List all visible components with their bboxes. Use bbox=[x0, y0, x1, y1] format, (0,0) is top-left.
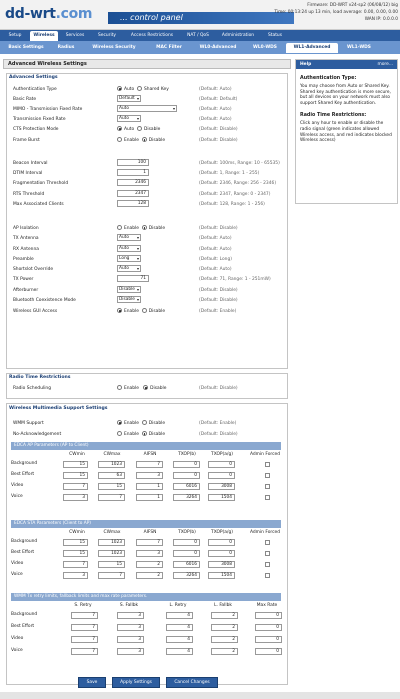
tab-mac-filter[interactable]: MAC Filter bbox=[156, 45, 182, 50]
header bbox=[0, 0, 400, 30]
radio-scheduling-control bbox=[117, 384, 166, 393]
preamble-select[interactable]: Long ▾ bbox=[117, 255, 141, 262]
control-panel-banner: ... control panel bbox=[108, 12, 294, 24]
edca-ap-best-effort-aifsn-input[interactable]: 3 bbox=[136, 472, 163, 479]
tx-retry-table-title: WMM Tx retry limits, fallback limits and max rate parameters. bbox=[11, 593, 281, 601]
tx-voice-l-fallbk-input[interactable]: 2 bbox=[211, 648, 238, 655]
cancel-changes-button[interactable]: Cancel Changes bbox=[166, 677, 218, 688]
edca-sta-voice-cwmax-input[interactable]: 7 bbox=[98, 572, 125, 579]
bluetooth-coexistence-mode-control bbox=[117, 296, 141, 305]
edca-sta-col-header: TXOP(a/g) bbox=[211, 530, 233, 535]
dtim-interval-label: DTIM Interval bbox=[13, 171, 43, 176]
edca-ap-video-cwmax-input[interactable]: 15 bbox=[98, 483, 125, 490]
edca-sta-row-label: Best Effort bbox=[11, 550, 35, 555]
radio-scheduling-default: (Default: Disable) bbox=[199, 386, 238, 391]
authentication-type-control bbox=[117, 85, 169, 94]
edca-ap-voice-txop-b-input[interactable]: 3264 bbox=[173, 494, 200, 501]
frame-burst-default: (Default: Disable) bbox=[199, 138, 238, 143]
fragmentation-threshold-control bbox=[117, 179, 149, 188]
edca-sta-col-header: AIFSN bbox=[143, 530, 157, 535]
tx-video-s-retry-input[interactable]: 7 bbox=[71, 636, 98, 643]
radio-scheduling-label: Radio Scheduling bbox=[13, 386, 51, 391]
edca-ap-best-effort-admin-forced-checkbox[interactable] bbox=[265, 473, 270, 478]
tx-background-l-retry-input[interactable]: 4 bbox=[166, 612, 193, 619]
ap-isolation-disable-radio[interactable] bbox=[142, 225, 147, 230]
tx-retry-col-header: S. Retry bbox=[74, 603, 92, 608]
save-button[interactable]: Save bbox=[78, 677, 106, 688]
edca-sta-row-label: Voice bbox=[11, 572, 23, 577]
tx-video-s-fallbk-input[interactable]: 3 bbox=[117, 636, 144, 643]
basic-rate-label: Basic Rate bbox=[13, 97, 37, 102]
rts-threshold-control bbox=[117, 190, 149, 199]
bluetooth-coexistence-mode-default: (Default: Disable) bbox=[199, 298, 238, 303]
authentication-type-auto-radio[interactable] bbox=[117, 86, 122, 91]
beacon-interval-row bbox=[13, 159, 283, 168]
wmm-support-option-label: Disable bbox=[148, 421, 166, 426]
edca-ap-voice-admin-forced-checkbox[interactable] bbox=[265, 495, 270, 500]
no-acknowledgement-enable-radio[interactable] bbox=[117, 431, 122, 436]
wmm-support-enable-radio[interactable] bbox=[117, 420, 122, 425]
edca-ap-best-effort-cwmin-input[interactable]: 15 bbox=[63, 472, 88, 479]
tab-status[interactable]: Status bbox=[268, 33, 282, 38]
tx-retry-col-header: Max Rate bbox=[256, 603, 278, 608]
tx-voice-s-fallbk-input[interactable]: 3 bbox=[117, 648, 144, 655]
radio-time-heading: Radio Time Restrictions bbox=[9, 375, 71, 380]
edca-sta-voice-txop-a-g-input[interactable]: 1504 bbox=[208, 572, 235, 579]
edca-ap-background-aifsn-input[interactable]: 7 bbox=[136, 461, 163, 468]
shortslot-override-default: (Default: Auto) bbox=[199, 267, 232, 272]
shortslot-override-select[interactable]: Auto ▾ bbox=[117, 265, 141, 272]
tx-retry-row-label: Best Effort bbox=[11, 624, 35, 629]
edca-sta-background-txop-b-input[interactable]: 0 bbox=[173, 539, 200, 546]
edca-sta-background-aifsn-input[interactable]: 7 bbox=[136, 539, 163, 546]
edca-sta-row-label: Video bbox=[11, 561, 24, 566]
afterburner-default: (Default: Disable) bbox=[199, 288, 238, 293]
max-associated-clients-row bbox=[13, 200, 283, 209]
basic-rate-row bbox=[13, 95, 283, 104]
edca-ap-background-txop-b-input[interactable]: 0 bbox=[173, 461, 200, 468]
basic-rate-select[interactable]: Default ▾ bbox=[117, 95, 141, 102]
edca-ap-voice-aifsn-input[interactable]: 1 bbox=[136, 494, 163, 501]
ap-isolation-enable-radio[interactable] bbox=[117, 225, 122, 230]
authentication-type-default: (Default: Auto) bbox=[199, 87, 232, 92]
rx-antenna-row bbox=[13, 245, 283, 254]
bluetooth-coexistence-mode-row bbox=[13, 296, 283, 305]
authentication-type-label: Authentication Type bbox=[13, 87, 57, 92]
afterburner-row bbox=[13, 286, 283, 295]
footer-bar bbox=[0, 692, 400, 699]
edca-sta-video-aifsn-input[interactable]: 2 bbox=[136, 561, 163, 568]
edca-sta-voice-cwmin-input[interactable]: 3 bbox=[63, 572, 88, 579]
edca-sta-best-effort-aifsn-input[interactable]: 3 bbox=[136, 550, 163, 557]
cts-protection-mode-control bbox=[117, 125, 160, 134]
beacon-interval-input[interactable]: 100 bbox=[117, 159, 149, 166]
tab-wl1-wds[interactable]: WL1-WDS bbox=[347, 45, 371, 50]
authentication-type-row bbox=[13, 85, 283, 94]
wmm-support-control bbox=[117, 419, 165, 428]
cts-protection-mode-option-label: Disable bbox=[144, 127, 161, 132]
edca-ap-video-txop-b-input[interactable]: 6016 bbox=[173, 483, 200, 490]
afterburner-label: Afterburner bbox=[13, 288, 39, 293]
tx-power-label: TX Power bbox=[13, 277, 34, 282]
radio-option-label: Disable bbox=[150, 386, 167, 391]
tx-retry-col-header: S. Fallbk bbox=[119, 603, 139, 608]
edca-sta-best-effort-txop-b-input[interactable]: 0 bbox=[173, 550, 200, 557]
apply-settings-button[interactable]: Apply Settings bbox=[112, 677, 160, 688]
edca-sta-col-header: Admin Forced bbox=[249, 530, 281, 535]
edca-ap-row-label: Video bbox=[11, 483, 24, 488]
edca-ap-voice-txop-a-g-input[interactable]: 1504 bbox=[208, 494, 235, 501]
wmm-support-option-label: Enable bbox=[124, 421, 139, 426]
radio-scheduling-row bbox=[13, 384, 283, 393]
cts-protection-mode-disable-radio[interactable] bbox=[137, 126, 142, 131]
wan-ip-text: WAN IP: 0.0.0.0 bbox=[364, 17, 398, 22]
edca-sta-video-cwmin-input[interactable]: 7 bbox=[63, 561, 88, 568]
edca-sta-background-admin-forced-checkbox[interactable] bbox=[265, 540, 270, 545]
mimo-transmission-fixed-rate-control bbox=[117, 105, 177, 114]
beacon-interval-label: Beacon Interval bbox=[13, 161, 48, 166]
edca-ap-row-label: Best Effort bbox=[11, 472, 35, 477]
help-radio-heading: Radio Time Restrictions: bbox=[300, 113, 367, 119]
tx-retry-row-label: Video bbox=[11, 636, 24, 641]
edca-sta-video-txop-a-g-input[interactable]: 3008 bbox=[208, 561, 235, 568]
system-info bbox=[274, 2, 398, 23]
rts-threshold-row bbox=[13, 190, 283, 199]
transmission-fixed-rate-label: Transmission Fixed Rate bbox=[13, 117, 66, 122]
tab-access-restrictions[interactable]: Access Restrictions bbox=[130, 33, 174, 38]
wmm-support-label: WMM Support bbox=[13, 421, 44, 426]
bluetooth-coexistence-mode-label: Bluetooth Coexistence Mode bbox=[13, 298, 76, 303]
beacon-interval-default: (Default: 100ms, Range: 10 - 65535) bbox=[199, 161, 280, 166]
fragmentation-threshold-default: (Default: 2346, Range: 256 - 2346) bbox=[199, 181, 277, 186]
cts-protection-mode-row bbox=[13, 125, 283, 134]
wireless-gui-access-enable-radio[interactable] bbox=[117, 308, 122, 313]
frame-burst-row bbox=[13, 136, 283, 145]
edca-sta-voice-txop-b-input[interactable]: 3264 bbox=[173, 572, 200, 579]
tab-setup[interactable]: Setup bbox=[8, 33, 22, 38]
edca-ap-video-aifsn-input[interactable]: 1 bbox=[136, 483, 163, 490]
edca-sta-col-header: TXOP(b) bbox=[178, 530, 196, 535]
tx-best-effort-l-retry-input[interactable]: 4 bbox=[166, 624, 193, 631]
ap-isolation-label: AP Isolation bbox=[13, 226, 39, 231]
tab-security[interactable]: Security bbox=[97, 33, 117, 38]
rx-antenna-control bbox=[117, 245, 141, 254]
max-associated-clients-control bbox=[117, 200, 149, 209]
tx-voice-max-rate-input[interactable]: 0 bbox=[255, 648, 282, 655]
rts-threshold-input[interactable]: 2347 bbox=[117, 190, 149, 197]
wireless-gui-access-disable-radio[interactable] bbox=[142, 308, 147, 313]
tx-power-row bbox=[13, 275, 283, 284]
radio-option-label: Enable bbox=[124, 386, 139, 391]
main-tabs bbox=[0, 30, 400, 41]
edca-sta-video-txop-b-input[interactable]: 6016 bbox=[173, 561, 200, 568]
dtim-interval-row bbox=[13, 169, 283, 178]
wireless-gui-access-option-label: Disable bbox=[148, 309, 166, 314]
edca-ap-background-txop-a-g-input[interactable]: 0 bbox=[208, 461, 235, 468]
tx-antenna-control bbox=[117, 234, 141, 243]
tx-best-effort-max-rate-input[interactable]: 0 bbox=[255, 624, 282, 631]
ap-isolation-default: (Default: Disable) bbox=[199, 226, 238, 231]
dtim-interval-input[interactable]: 1 bbox=[117, 169, 149, 176]
logo-domain: .com bbox=[55, 6, 93, 22]
edca-ap-voice-cwmax-input[interactable]: 7 bbox=[98, 494, 125, 501]
uptime-text: Time: 00:13:24 up 13 min, load average: 0.00, 0.00, 0.00 bbox=[274, 10, 398, 15]
main-panel bbox=[3, 59, 291, 691]
mimo-transmission-fixed-rate-select[interactable]: Auto ▾ bbox=[117, 105, 177, 112]
mimo-transmission-fixed-rate-label: MIMO - Transmission Fixed Rate bbox=[13, 107, 83, 112]
edca-sta-best-effort-admin-forced-checkbox[interactable] bbox=[265, 551, 270, 556]
edca-sta-background-cwmin-input[interactable]: 15 bbox=[63, 539, 88, 546]
transmission-fixed-rate-row bbox=[13, 115, 283, 124]
frame-burst-option-label: Enable bbox=[124, 138, 139, 143]
wireless-gui-access-default: (Default: Enable) bbox=[199, 309, 237, 314]
transmission-fixed-rate-select[interactable]: Auto ▾ bbox=[117, 115, 141, 122]
frame-burst-enable-radio[interactable] bbox=[117, 137, 122, 142]
tab-wl0-wds[interactable]: WL0-WDS bbox=[253, 45, 277, 50]
edca-ap-best-effort-cwmax-input[interactable]: 63 bbox=[98, 472, 125, 479]
no-acknowledgement-option-label: Disable bbox=[148, 432, 166, 437]
frame-burst-disable-radio[interactable] bbox=[142, 137, 147, 142]
edca-sta-background-txop-a-g-input[interactable]: 0 bbox=[208, 539, 235, 546]
tx-video-l-retry-input[interactable]: 4 bbox=[166, 636, 193, 643]
radio-scheduling-enable-radio[interactable] bbox=[117, 385, 122, 390]
edca-ap-row-label: Background bbox=[11, 461, 38, 466]
shortslot-override-label: Shortslot Override bbox=[13, 267, 54, 272]
help-title: Help bbox=[300, 62, 312, 67]
ap-isolation-option-label: Enable bbox=[124, 226, 139, 231]
edca-sta-best-effort-cwmin-input[interactable]: 15 bbox=[63, 550, 88, 557]
tab-basic-settings[interactable]: Basic Settings bbox=[8, 45, 44, 50]
edca-sta-voice-admin-forced-checkbox[interactable] bbox=[265, 573, 270, 578]
tx-background-s-retry-input[interactable]: 7 bbox=[71, 612, 98, 619]
edca-ap-col-header: Admin Forced bbox=[249, 452, 281, 457]
edca-ap-col-header: TXOP(b) bbox=[178, 452, 196, 457]
tab-wireless[interactable]: Wireless bbox=[30, 31, 58, 41]
no-acknowledgement-control bbox=[117, 430, 165, 439]
tab-administration[interactable]: Administration bbox=[221, 33, 255, 38]
cts-protection-mode-option-label: Auto bbox=[124, 127, 135, 132]
transmission-fixed-rate-control bbox=[117, 115, 141, 124]
fragmentation-threshold-label: Fragmentation Threshold bbox=[13, 181, 69, 186]
edca-ap-col-header: CWmax bbox=[103, 452, 121, 457]
radio-scheduling-disable-radio[interactable] bbox=[143, 385, 148, 390]
help-panel bbox=[295, 59, 398, 204]
tx-background-max-rate-input[interactable]: 0 bbox=[255, 612, 282, 619]
edca-sta-row-label: Background bbox=[11, 539, 38, 544]
transmission-fixed-rate-default: (Default: Auto) bbox=[199, 117, 232, 122]
tx-background-l-fallbk-input[interactable]: 2 bbox=[211, 612, 238, 619]
basic-rate-control bbox=[117, 95, 141, 104]
tx-best-effort-s-fallbk-input[interactable]: 3 bbox=[117, 624, 144, 631]
mimo-transmission-fixed-rate-default: (Default: Auto) bbox=[199, 107, 232, 112]
wmm-support-default: (Default: Enable) bbox=[199, 421, 237, 426]
wmm-heading: Wireless Multimedia Support Settings bbox=[9, 406, 108, 411]
edca-ap-background-cwmax-input[interactable]: 1023 bbox=[98, 461, 125, 468]
preamble-control bbox=[117, 255, 141, 264]
preamble-default: (Default: Long) bbox=[199, 257, 232, 262]
rts-threshold-label: RTS Threshold bbox=[13, 192, 45, 197]
fragmentation-threshold-input[interactable]: 2346 bbox=[117, 179, 149, 186]
tab-radius[interactable]: Radius bbox=[57, 45, 75, 50]
help-radio-text: Click any hour to enable or disable the radio signal (green indicates allowed Wireless access, and red indicates blocked Wireless access) bbox=[300, 121, 392, 144]
edca-ap-video-cwmin-input[interactable]: 7 bbox=[63, 483, 88, 490]
cts-protection-mode-default: (Default: Disable) bbox=[199, 127, 238, 132]
no-acknowledgement-default: (Default: Disable) bbox=[199, 432, 238, 437]
no-acknowledgement-row bbox=[13, 430, 283, 439]
tx-retry-row-label: Background bbox=[11, 612, 38, 617]
tab-nat-qos[interactable]: NAT / QoS bbox=[187, 33, 209, 38]
ap-isolation-option-label: Disable bbox=[148, 226, 166, 231]
help-more-link[interactable]: more... bbox=[377, 62, 393, 67]
logo-text: dd-wrt bbox=[5, 6, 56, 22]
no-acknowledgement-option-label: Enable bbox=[124, 432, 139, 437]
dtim-interval-control bbox=[117, 169, 149, 178]
authentication-type-option-label: Shared Key bbox=[144, 87, 169, 92]
rx-antenna-select[interactable]: Auto ▾ bbox=[117, 245, 141, 252]
edca-sta-col-header: CWmax bbox=[103, 530, 121, 535]
edca-sta-background-cwmax-input[interactable]: 1023 bbox=[98, 539, 125, 546]
help-auth-heading: Authentication Type: bbox=[300, 76, 357, 81]
edca-sta-best-effort-cwmax-input[interactable]: 1023 bbox=[98, 550, 125, 557]
edca-ap-background-cwmin-input[interactable]: 15 bbox=[63, 461, 88, 468]
afterburner-select[interactable]: Disable ▾ bbox=[117, 286, 141, 293]
tab-wl0-advanced[interactable]: WL0-Advanced bbox=[199, 45, 237, 50]
tx-retry-row-label: Voice bbox=[11, 648, 23, 653]
tab-wireless-security[interactable]: Wireless Security bbox=[92, 45, 136, 50]
authentication-type-option-label: Auto bbox=[124, 87, 135, 92]
wireless-gui-access-row bbox=[13, 307, 283, 316]
edca-ap-video-admin-forced-checkbox[interactable] bbox=[265, 484, 270, 489]
edca-ap-best-effort-txop-a-g-input[interactable]: 0 bbox=[208, 472, 235, 479]
afterburner-control bbox=[117, 286, 141, 295]
edca-ap-col-header: TXOP(a/g) bbox=[211, 452, 233, 457]
edca-ap-col-header: AIFSN bbox=[143, 452, 157, 457]
edca-sta-video-cwmax-input[interactable]: 15 bbox=[98, 561, 125, 568]
edca-ap-background-admin-forced-checkbox[interactable] bbox=[265, 462, 270, 467]
basic-rate-default: (Default: Default) bbox=[199, 97, 238, 102]
advanced-settings-heading: Advanced Settings bbox=[9, 75, 58, 80]
help-auth-text: You may choose from Auto or Shared Key. Shared key authentication is more secure, but all devices on your network must also support Shared Key authentication. bbox=[300, 84, 391, 106]
tx-voice-l-retry-input[interactable]: 4 bbox=[166, 648, 193, 655]
rts-threshold-default: (Default: 2347, Range: 0 - 2347) bbox=[199, 192, 271, 197]
tx-antenna-select[interactable]: Auto ▾ bbox=[117, 234, 141, 241]
cts-protection-mode-label: CTS Protection Mode bbox=[13, 127, 59, 132]
edca-ap-video-txop-a-g-input[interactable]: 3008 bbox=[208, 483, 235, 490]
tx-retry-col-header: L. Fallbk bbox=[214, 603, 232, 608]
wmm-support-disable-radio[interactable] bbox=[142, 420, 147, 425]
shortslot-override-row bbox=[13, 265, 283, 274]
tx-video-l-fallbk-input[interactable]: 2 bbox=[211, 636, 238, 643]
page-title: Advanced Wireless Settings bbox=[3, 59, 291, 69]
frame-burst-label: Frame Burst bbox=[13, 138, 40, 143]
max-associated-clients-default: (Default: 128, Range: 1 - 256) bbox=[199, 202, 265, 207]
logo bbox=[5, 6, 92, 22]
cts-protection-mode-auto-radio[interactable] bbox=[117, 126, 122, 131]
edca-sta-col-header: CWmin bbox=[69, 530, 85, 535]
max-associated-clients-input[interactable]: 128 bbox=[117, 200, 149, 207]
authentication-type-shared-key-radio[interactable] bbox=[137, 86, 142, 91]
tx-power-input[interactable]: 71 bbox=[117, 275, 149, 282]
edca-sta-best-effort-txop-a-g-input[interactable]: 0 bbox=[208, 550, 235, 557]
edca-ap-row-label: Voice bbox=[11, 494, 23, 499]
edca-ap-col-header: CWmin bbox=[69, 452, 85, 457]
fragmentation-threshold-row bbox=[13, 179, 283, 188]
ap-isolation-control bbox=[117, 224, 165, 233]
tx-power-default: (Default: 71, Range: 1 - 251mW) bbox=[199, 277, 271, 282]
beacon-interval-control bbox=[117, 159, 149, 168]
firmware-text: Firmware: DD-WRT v24-sp2 (06/08/12) big bbox=[307, 3, 398, 8]
tx-voice-s-retry-input[interactable]: 7 bbox=[71, 648, 98, 655]
edca-sta-table-title: EDCA STA Parameters (Client to AP) bbox=[11, 520, 281, 528]
wireless-gui-access-control bbox=[117, 307, 165, 316]
tab-services[interactable]: Services bbox=[65, 33, 85, 38]
tx-best-effort-l-fallbk-input[interactable]: 2 bbox=[211, 624, 238, 631]
edca-sta-video-admin-forced-checkbox[interactable] bbox=[265, 562, 270, 567]
max-associated-clients-label: Max Associated Clients bbox=[13, 202, 64, 207]
tx-background-s-fallbk-input[interactable]: 3 bbox=[117, 612, 144, 619]
shortslot-override-control bbox=[117, 265, 141, 274]
edca-sta-voice-aifsn-input[interactable]: 2 bbox=[136, 572, 163, 579]
ap-isolation-row bbox=[13, 224, 283, 233]
bluetooth-coexistence-mode-select[interactable]: Disable ▾ bbox=[117, 296, 141, 303]
frame-burst-option-label: Disable bbox=[148, 138, 166, 143]
frame-burst-control bbox=[117, 136, 165, 145]
edca-ap-best-effort-txop-b-input[interactable]: 0 bbox=[173, 472, 200, 479]
preamble-label: Preamble bbox=[13, 257, 34, 262]
tx-antenna-default: (Default: Auto) bbox=[199, 236, 232, 241]
help-header bbox=[296, 60, 397, 69]
wmm-support-row bbox=[13, 419, 283, 428]
wireless-gui-access-option-label: Enable bbox=[124, 309, 139, 314]
no-acknowledgement-disable-radio[interactable] bbox=[142, 431, 147, 436]
mimo-transmission-fixed-rate-row bbox=[13, 105, 283, 114]
preamble-row bbox=[13, 255, 283, 264]
dtim-interval-default: (Default: 1, Range: 1 - 255) bbox=[199, 171, 260, 176]
tx-antenna-label: TX Antenna bbox=[13, 236, 39, 241]
edca-ap-voice-cwmin-input[interactable]: 3 bbox=[63, 494, 88, 501]
edca-ap-table-title: EDCA AP Parameters (AP to Client) bbox=[11, 442, 281, 450]
rx-antenna-default: (Default: Auto) bbox=[199, 247, 232, 252]
tab-wl1-advanced[interactable]: WL1-Advanced bbox=[286, 43, 338, 53]
tx-best-effort-s-retry-input[interactable]: 7 bbox=[71, 624, 98, 631]
rx-antenna-label: RX Antenna bbox=[13, 247, 39, 252]
tx-retry-col-header: L. Retry bbox=[169, 603, 187, 608]
tx-video-max-rate-input[interactable]: 0 bbox=[255, 636, 282, 643]
tx-power-control bbox=[117, 275, 149, 284]
wireless-gui-access-label: Wireless GUI Access bbox=[13, 309, 58, 314]
no-acknowledgement-label: No-Acknowledgement bbox=[13, 432, 62, 437]
sub-tabs bbox=[0, 41, 400, 54]
tx-antenna-row bbox=[13, 234, 283, 243]
